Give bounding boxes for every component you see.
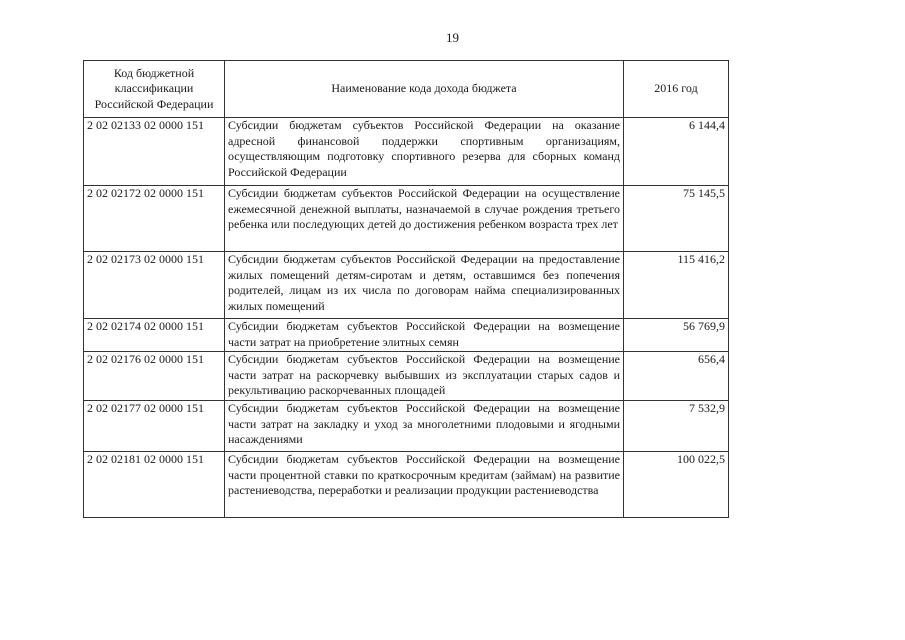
header-code: Код бюджетной классификации Российской Федерации (84, 61, 225, 118)
table-row (84, 252, 729, 319)
row-amount: 7 532,9 (624, 401, 729, 452)
table-row (84, 118, 729, 186)
row-amount: 56 769,9 (624, 319, 729, 352)
row-code: 2 02 02181 02 0000 151 (84, 452, 225, 518)
row-name: Субсидии бюджетам субъектов Российской Федерации на возмещение части затрат на закладку и уход за многолетними плодовыми и ягодными насаждениями (225, 401, 624, 452)
budget-revenue-table (83, 60, 729, 518)
header-name: Наименование кода дохода бюджета (225, 61, 624, 118)
table-row (84, 186, 729, 252)
row-amount: 75 145,5 (624, 186, 729, 252)
row-code: 2 02 02174 02 0000 151 (84, 319, 225, 352)
row-amount: 6 144,4 (624, 118, 729, 186)
row-code: 2 02 02176 02 0000 151 (84, 352, 225, 401)
row-name: Субсидии бюджетам субъектов Российской Федерации на возмещение части затрат на раскорчевку выбывших из эксплуатации старых садов и рекультивацию раскорчеванных площадей (225, 352, 624, 401)
row-name: Субсидии бюджетам субъектов Российской Федерации на осуществление ежемесячной денежной выплаты, назначаемой в случае рождения третьего ребенка или последующих детей до достижения ребенком возраста трех лет (225, 186, 624, 252)
row-code: 2 02 02173 02 0000 151 (84, 252, 225, 319)
table-row (84, 352, 729, 401)
row-amount: 656,4 (624, 352, 729, 401)
row-name: Субсидии бюджетам субъектов Российской Федерации на возмещение части процентной ставки по краткосрочным кредитам (займам) на развитие растениеводства, переработки и реализации продукции растениеводства (225, 452, 624, 518)
row-amount: 100 022,5 (624, 452, 729, 518)
table-header-row (84, 61, 729, 118)
row-code: 2 02 02177 02 0000 151 (84, 401, 225, 452)
table-row (84, 319, 729, 352)
row-code: 2 02 02133 02 0000 151 (84, 118, 225, 186)
header-year: 2016 год (624, 61, 729, 118)
row-name: Субсидии бюджетам субъектов Российской Федерации на предоставление жилых помещений детям-сиротам и детям, оставшимся без попечения родителей, лицам из их числа по договорам найма специализированных жилых помещений (225, 252, 624, 319)
row-code: 2 02 02172 02 0000 151 (84, 186, 225, 252)
row-name: Субсидии бюджетам субъектов Российской Федерации на оказание адресной финансовой поддержки спортивным организациям, осуществляющим подготовку спортивного резерва для сборных команд Российской Федерации (225, 118, 624, 186)
table-row (84, 452, 729, 518)
row-name: Субсидии бюджетам субъектов Российской Федерации на возмещение части затрат на приобретение элитных семян (225, 319, 624, 352)
table-row (84, 401, 729, 452)
row-amount: 115 416,2 (624, 252, 729, 319)
page-number: 19 (446, 30, 459, 45)
